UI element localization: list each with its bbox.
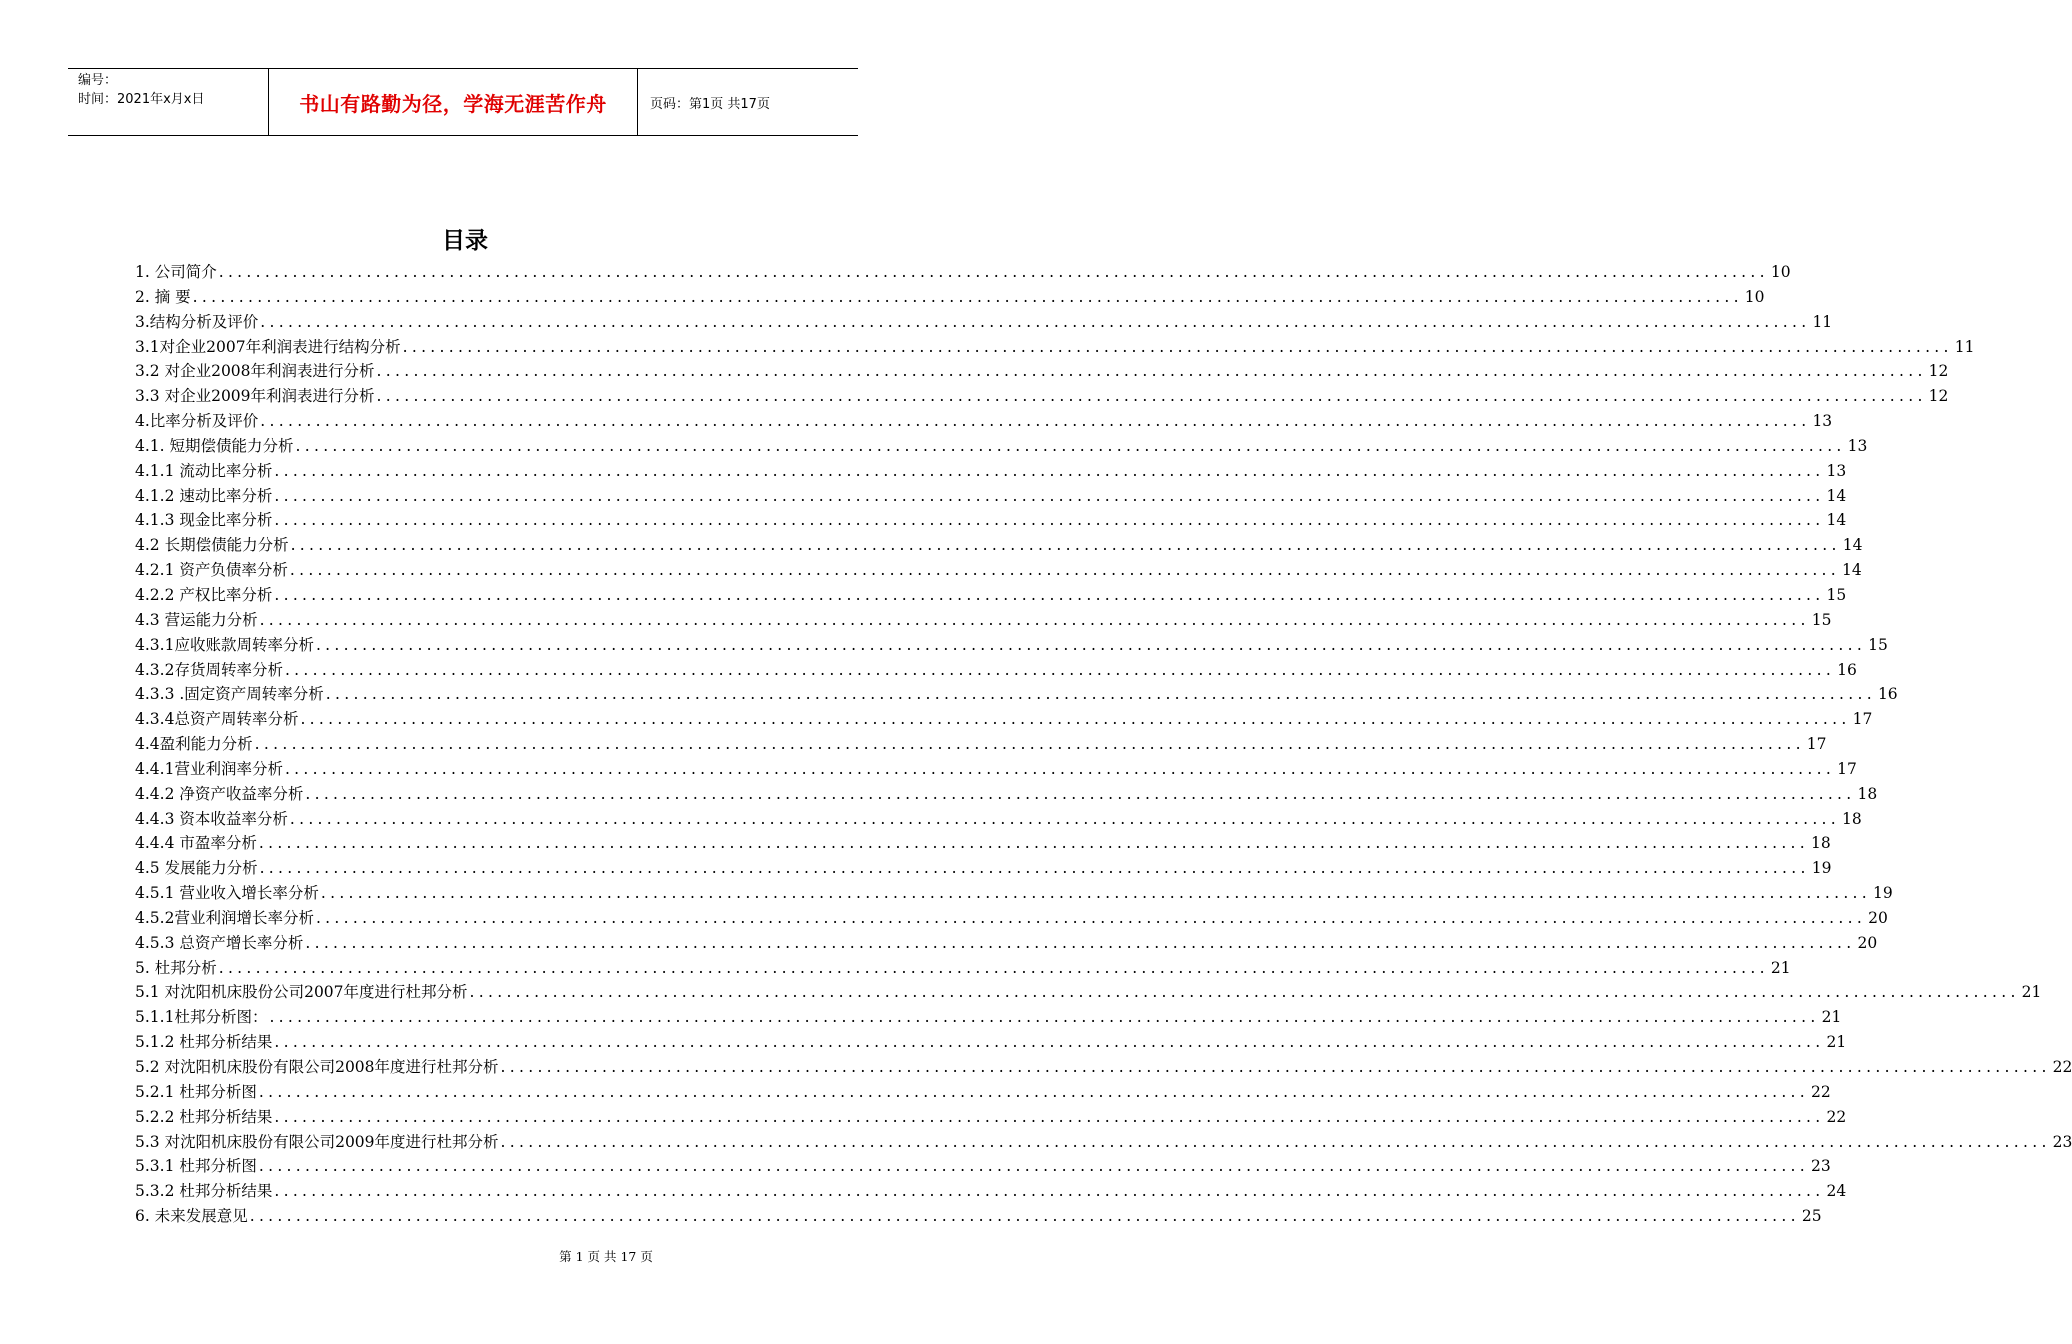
toc-entry[interactable] xyxy=(135,1055,2072,1080)
toc-leader-dots: ........................................................................................................................................................................ xyxy=(258,1157,1810,1176)
toc-leader-dots: ........................................................................................................................................................................ xyxy=(376,387,1927,406)
toc-entry-label: 1. 公司简介 xyxy=(135,263,217,281)
toc-entry[interactable] xyxy=(135,608,1832,633)
toc-leader-dots: ........................................................................................................................................................................ xyxy=(274,461,1825,480)
toc-entry[interactable] xyxy=(135,658,1857,683)
toc-entry-label: 5.1 对沈阳机床股份公司2007年度进行杜邦分析 xyxy=(135,983,468,1002)
toc-entry-label: 2. 摘 要 xyxy=(135,287,191,306)
toc-entry[interactable] xyxy=(135,335,1975,360)
toc-entry[interactable] xyxy=(135,508,1847,533)
toc-leader-dots: ........................................................................................................................................................................ xyxy=(500,1132,2051,1151)
toc-entry[interactable] xyxy=(135,1204,1822,1229)
toc-leader-dots: ........................................................................................................................................................................ xyxy=(315,908,1867,927)
toc-entry[interactable] xyxy=(135,881,1893,906)
toc-entry-page: 14 xyxy=(1826,486,1847,505)
toc-entry-label: 4.1.2 速动比率分析 xyxy=(135,486,273,505)
toc-entry[interactable] xyxy=(135,1105,1847,1130)
toc-entry-page: 12 xyxy=(1928,362,1949,381)
toc-leader-dots: ........................................................................................................................................................................ xyxy=(305,933,1856,952)
toc-entry-page: 24 xyxy=(1826,1182,1847,1201)
toc-entry[interactable] xyxy=(135,359,1949,384)
toc-entry-label: 4.比率分析及评价 xyxy=(135,412,259,431)
toc-entry[interactable] xyxy=(135,980,2042,1005)
toc-leader-dots: ........................................................................................................................................................................ xyxy=(315,635,1867,654)
toc-entry-label: 3.结构分析及评价 xyxy=(135,312,259,331)
toc-entry-label: 5.3.2 杜邦分析结果 xyxy=(135,1182,273,1201)
page-header xyxy=(68,68,858,136)
toc-entry-label: 4.3 营运能力分析 xyxy=(135,610,258,629)
toc-entry-page: 17 xyxy=(1852,710,1873,729)
toc-entry[interactable] xyxy=(135,757,1857,782)
toc-entry-label: 4.2.2 产权比率分析 xyxy=(135,585,273,604)
toc-entry[interactable] xyxy=(135,484,1847,509)
toc-leader-dots: ........................................................................................................................................................................ xyxy=(260,312,1811,331)
toc-entry-page: 17 xyxy=(1837,759,1857,778)
toc-entry-label: 5.2 对沈阳机床股份有限公司2008年度进行杜邦分析 xyxy=(135,1058,499,1076)
toc-entry[interactable] xyxy=(135,1080,1831,1105)
toc-entry-page: 18 xyxy=(1842,809,1862,828)
toc-entry-label: 5. 杜邦分析 xyxy=(135,958,217,977)
header-motto: 书山有路勤为径，学海无涯苦作舟 xyxy=(268,69,638,135)
toc-leader-dots: ........................................................................................................................................................................ xyxy=(258,834,1810,853)
toc-leader-dots: ........................................................................................................................................................................ xyxy=(320,884,1872,903)
toc-entry-label: 3.3 对企业2009年利润表进行分析 xyxy=(135,387,375,406)
toc-entry[interactable] xyxy=(135,931,1878,956)
toc-entry-page: 12 xyxy=(1928,387,1949,406)
toc-entry[interactable] xyxy=(135,1130,2072,1155)
toc-entry-page: 22 xyxy=(2052,1058,2072,1076)
toc-entry-page: 16 xyxy=(1837,660,1857,679)
toc-entry-label: 4.5 发展能力分析 xyxy=(135,859,258,878)
toc-entry-page: 15 xyxy=(1868,635,1888,654)
toc-entry[interactable] xyxy=(135,707,1873,732)
toc-leader-dots: ........................................................................................................................................................................ xyxy=(218,958,1769,977)
toc-entry[interactable] xyxy=(135,682,1898,707)
toc-entry[interactable] xyxy=(135,633,1888,658)
toc-entry-page: 23 xyxy=(2052,1132,2072,1151)
toc-entry-page: 10 xyxy=(1770,263,1791,281)
toc-entry-page: 18 xyxy=(1857,784,1878,803)
toc-entry-label: 4.2.1 资产负债率分析 xyxy=(135,561,288,580)
toc-entry-page: 14 xyxy=(1826,511,1847,530)
toc-leader-dots: ........................................................................................................................................................................ xyxy=(305,784,1856,803)
toc-entry[interactable] xyxy=(135,782,1878,807)
toc-leader-dots: ........................................................................................................................................................................ xyxy=(274,1182,1825,1201)
header-meta xyxy=(68,69,268,135)
toc-entry[interactable] xyxy=(135,533,1863,558)
toc-leader-dots: ........................................................................................................................................................................ xyxy=(218,263,1769,281)
toc-leader-dots: ........................................................................................................................................................................ xyxy=(259,610,1810,629)
toc-leader-dots: ........................................................................................................................................................................ xyxy=(289,809,1841,828)
toc-leader-dots: ........................................................................................................................................................................ xyxy=(274,486,1825,505)
toc-entry-label: 4.5.1 营业收入增长率分析 xyxy=(135,884,319,903)
toc-leader-dots: ........................................................................................................................................................................ xyxy=(258,1082,1810,1101)
toc-entry[interactable] xyxy=(135,956,1791,981)
toc-entry-page: 23 xyxy=(1811,1157,1831,1176)
toc-entry[interactable] xyxy=(135,459,1847,484)
toc-entry-page: 20 xyxy=(1868,908,1888,927)
toc-entry-label: 6. 未来发展意见 xyxy=(135,1207,248,1226)
toc-leader-dots: ........................................................................................................................................................................ xyxy=(284,660,1836,679)
toc-entry[interactable] xyxy=(135,583,1847,608)
toc-entry-page: 16 xyxy=(1877,685,1898,704)
toc-entry-label: 4.5.3 总资产增长率分析 xyxy=(135,933,304,952)
toc-entry-label: 4.3.1应收账款周转率分析 xyxy=(135,635,314,654)
toc-entry-label: 4.5.2营业利润增长率分析 xyxy=(135,908,314,927)
toc-entry[interactable] xyxy=(135,1030,1847,1055)
table-of-contents xyxy=(135,260,2072,1229)
document-number-label: 编号： xyxy=(78,73,118,88)
toc-entry[interactable] xyxy=(135,310,1833,335)
toc-entry-page: 18 xyxy=(1811,834,1831,853)
toc-leader-dots: ........................................................................................................................................................................ xyxy=(295,436,1846,455)
toc-title: 目录 xyxy=(442,228,488,254)
toc-entry-page: 15 xyxy=(1811,610,1832,629)
toc-entry-label: 4.1.3 现金比率分析 xyxy=(135,511,273,530)
toc-entry-page: 21 xyxy=(2021,983,2042,1002)
toc-leader-dots: ........................................................................................................................................................................ xyxy=(500,1058,2051,1076)
toc-leader-dots: ........................................................................................................................................................................ xyxy=(289,561,1841,580)
toc-leader-dots: ........................................................................................................................................................................ xyxy=(402,337,1953,356)
toc-entry-page: 21 xyxy=(1826,1033,1847,1052)
toc-entry-page: 13 xyxy=(1826,461,1847,480)
toc-entry-page: 19 xyxy=(1811,859,1832,878)
toc-leader-dots: ........................................................................................................................................................................ xyxy=(274,1107,1825,1126)
toc-leader-dots: ........................................................................................................................................................................ xyxy=(300,710,1851,729)
toc-entry[interactable] xyxy=(135,1154,1831,1179)
toc-entry[interactable] xyxy=(135,260,1791,285)
toc-leader-dots: ........................................................................................................................................................................ xyxy=(376,362,1927,381)
toc-entry-page: 11 xyxy=(1812,312,1833,331)
toc-entry-label: 5.3 对沈阳机床股份有限公司2009年度进行杜邦分析 xyxy=(135,1132,499,1151)
toc-entry-label: 4.4.1营业利润率分析 xyxy=(135,759,283,778)
toc-leader-dots: ........................................................................................................................................................................ xyxy=(290,536,1841,555)
toc-entry[interactable] xyxy=(135,1179,1847,1204)
toc-entry[interactable] xyxy=(135,856,1832,881)
toc-entry-label: 4.4盈利能力分析 xyxy=(135,735,253,754)
toc-leader-dots: ........................................................................................................................................................................ xyxy=(469,983,2020,1002)
toc-entry-label: 3.1对企业2007年利润表进行结构分析 xyxy=(135,337,401,356)
toc-entry-page: 15 xyxy=(1826,585,1847,604)
toc-entry-label: 5.1.2 杜邦分析结果 xyxy=(135,1033,273,1052)
toc-entry-label: 5.3.1 杜邦分析图 xyxy=(135,1157,257,1176)
document-time-label: 时间：2021年x月x日 xyxy=(78,92,205,107)
toc-entry-label: 5.2.2 杜邦分析结果 xyxy=(135,1107,273,1126)
toc-leader-dots: ........................................................................................................................................................................ xyxy=(274,1033,1825,1052)
toc-entry-label: 4.2 长期偿债能力分析 xyxy=(135,536,289,555)
toc-entry-label: 4.3.4总资产周转率分析 xyxy=(135,710,299,729)
toc-entry-label: 5.1.1杜邦分析图： xyxy=(135,1008,268,1027)
toc-leader-dots: ........................................................................................................................................................................ xyxy=(269,1008,1820,1027)
toc-leader-dots: ........................................................................................................................................................................ xyxy=(274,511,1825,530)
toc-entry-label: 4.4.2 净资产收益率分析 xyxy=(135,784,304,803)
toc-entry-page: 13 xyxy=(1812,412,1833,431)
toc-entry-label: 4.1. 短期偿债能力分析 xyxy=(135,436,294,455)
toc-entry[interactable] xyxy=(135,807,1862,832)
toc-entry-page: 20 xyxy=(1857,933,1878,952)
toc-entry-page: 21 xyxy=(1770,958,1791,977)
toc-entry-page: 10 xyxy=(1744,287,1765,306)
toc-entry-label: 4.4.4 市盈率分析 xyxy=(135,834,257,853)
toc-entry-page: 14 xyxy=(1842,561,1862,580)
toc-entry-label: 3.2 对企业2008年利润表进行分析 xyxy=(135,362,375,381)
toc-leader-dots: ........................................................................................................................................................................ xyxy=(284,759,1836,778)
toc-entry-page: 25 xyxy=(1801,1207,1822,1226)
toc-entry-page: 13 xyxy=(1847,436,1868,455)
toc-leader-dots: ........................................................................................................................................................................ xyxy=(259,859,1810,878)
toc-entry-label: 4.3.2存货周转率分析 xyxy=(135,660,283,679)
toc-leader-dots: ........................................................................................................................................................................ xyxy=(192,287,1743,306)
toc-leader-dots: ........................................................................................................................................................................ xyxy=(254,735,1805,754)
toc-entry-label: 5.2.1 杜邦分析图 xyxy=(135,1082,257,1101)
toc-leader-dots: ........................................................................................................................................................................ xyxy=(260,412,1811,431)
toc-leader-dots: ........................................................................................................................................................................ xyxy=(325,685,1876,704)
toc-entry-page: 17 xyxy=(1806,735,1827,754)
toc-entry[interactable] xyxy=(135,831,1831,856)
page-footer: 第 1 页 共 17 页 xyxy=(559,1249,653,1264)
toc-entry[interactable] xyxy=(135,384,1949,409)
toc-entry[interactable] xyxy=(135,558,1862,583)
toc-entry-label: 4.4.3 资本收益率分析 xyxy=(135,809,288,828)
toc-leader-dots: ........................................................................................................................................................................ xyxy=(274,585,1825,604)
toc-entry-page: 21 xyxy=(1821,1008,1842,1027)
header-page-info: 页码：第1页 共17页 xyxy=(650,96,770,112)
toc-entry-page: 14 xyxy=(1842,536,1863,555)
toc-entry-page: 22 xyxy=(1826,1107,1847,1126)
toc-entry-page: 11 xyxy=(1954,337,1975,356)
toc-entry-label: 4.1.1 流动比率分析 xyxy=(135,461,273,480)
toc-entry[interactable] xyxy=(135,1005,1842,1030)
toc-entry[interactable] xyxy=(135,434,1868,459)
toc-leader-dots: ........................................................................................................................................................................ xyxy=(249,1207,1800,1226)
toc-entry[interactable] xyxy=(135,906,1888,931)
toc-entry[interactable] xyxy=(135,732,1827,757)
toc-entry[interactable] xyxy=(135,409,1833,434)
toc-entry-page: 22 xyxy=(1811,1082,1831,1101)
toc-entry-page: 19 xyxy=(1873,884,1893,903)
toc-entry[interactable] xyxy=(135,285,1765,310)
toc-entry-label: 4.3.3 .固定资产周转率分析 xyxy=(135,685,324,704)
